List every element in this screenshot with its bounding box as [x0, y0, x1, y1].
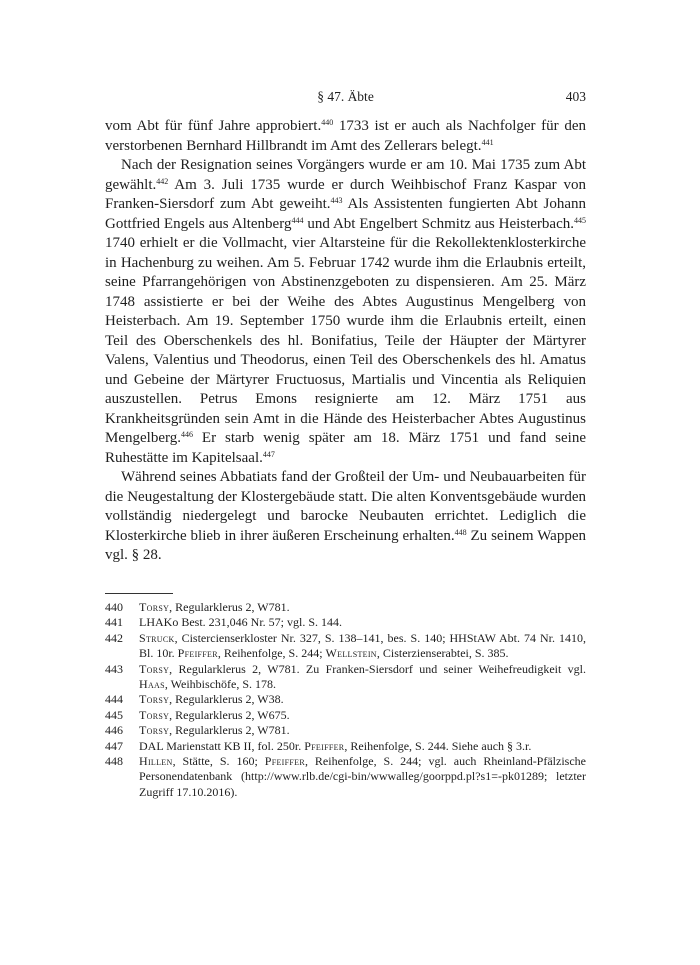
text-run: , Regularklerus 2, W781. Zu Franken-Siersdorf und seiner Weihefreudigkeit vgl. [169, 661, 586, 676]
footnote-text [139, 631, 586, 662]
author-name: Haas [139, 677, 165, 692]
footnote [105, 723, 586, 738]
text-run: , Reihenfolge, S. 244. Siehe auch § 3.r. [344, 738, 532, 753]
footnote-ref-442: 442 [156, 176, 169, 186]
author-name: Torsy [139, 692, 170, 707]
footnote-number: 443 [105, 661, 123, 676]
text-run: vom Abt für fünf Jahre approbiert. [105, 118, 322, 134]
author-name: Wellstein [325, 646, 377, 661]
footnote-text [139, 662, 586, 693]
author-name: Pfeiffer [264, 754, 305, 769]
footnote-text [139, 723, 586, 738]
footnote-ref-446: 446 [180, 430, 193, 439]
author-name: Torsy [139, 600, 170, 614]
text-run: , Reihenfolge, S. 244; vgl. auch Rheinland-Pfälzische Personendatenbank (http://www.rlb.de/cgi-bin/wwwalleg/goorppd.pl?s1=-pk01289; letzter Zugriff 17.10.2016). [139, 754, 586, 799]
footnote [105, 631, 586, 662]
text-run: , Reihenfolge, S. 244; [217, 646, 326, 661]
footnote [105, 754, 586, 800]
footnote-number: 444 [105, 692, 123, 707]
text-run: 1740 erhielt er die Vollmacht, vier Altarsteine für die Rekollektenklosterkirche in Hachenburg zu weihen. Am 5. Februar 1742 wurde ihm die Erlaubnis erteilt, seine Pfarrangehörigen von Abstinenzgeboten zu dispensieren. Am 25. März 1748 assistierte er bei der Weihe des Abtes Augustinus Mengelberg von Heisterbach. Am 19. September 1750 wurde ihm die Erlaubnis erteilt, einen Teil des Oberschenkels des hl. Bonifatius, Teile der Häupter der Märtyrer Valens, Valentius und Theodorus, einen Teil des Oberschenkels des hl. Amatus und Gebeine der Märtyrer Fructuosus, Martialis und Vincentia als Reliquien auszustellen. Petrus Emons resignierte am 12. März 1751 aus Krankheitsgründen sein Amt in die Hände des Heisterbacher Abtes Augustinus Mengelberg. [105, 235, 586, 446]
footnote-ref-445: 445 [574, 215, 586, 225]
footnote [105, 600, 586, 615]
footnote [105, 615, 586, 630]
paragraph-1 [105, 117, 586, 156]
text-run: Nach der Resignation seines Vorgängers wurde er am 10. Mai 1735 zum Abt gewählt. [105, 157, 586, 193]
text-run: , Regularklerus 2, W781. [169, 723, 290, 738]
footnote-text [139, 708, 586, 723]
text-run: DAL Marienstatt KB II, fol. 250r. [139, 738, 305, 753]
footnote [105, 708, 586, 723]
author-name: Torsy [139, 723, 170, 738]
text-run: , Regularklerus 2, W675. [169, 707, 290, 722]
paragraph-2 [105, 156, 586, 468]
running-header [105, 89, 586, 107]
footnote [105, 692, 586, 707]
footnote-text [139, 600, 586, 615]
text-run: , Cistercienserkloster Nr. 327, S. 138–141, bes. S. 140; HHStAW Abt. 74 Nr. 1410, Bl. 10r. [139, 630, 586, 661]
author-name: Torsy [139, 661, 170, 676]
footnote-ref-447: 447 [262, 449, 275, 459]
main-text [105, 117, 586, 566]
text-run: , Regularklerus 2, W38. [169, 692, 284, 707]
author-name: Torsy [139, 707, 170, 722]
footnote [105, 662, 586, 693]
footnote-separator [105, 593, 173, 594]
footnote-ref-443: 443 [330, 196, 343, 205]
footnote-number: 445 [105, 707, 123, 722]
footnote-number: 441 [105, 615, 123, 630]
footnote-number: 446 [105, 723, 123, 738]
footnote-text [139, 615, 586, 630]
footnote-ref-441: 441 [481, 137, 494, 147]
text-run: Zu seinem Wappen vgl. § 28. [105, 527, 586, 563]
text-run: , Cisterzienserabtei, S. 385. [376, 646, 509, 661]
paragraph-3 [105, 468, 586, 566]
text-run: und Abt Engelbert Schmitz aus Heisterbach. [303, 215, 574, 232]
text-run: 1733 ist er auch als Nachfolger für den verstorbenen Bernhard Hillbrandt im Amt des Zellerars belegt. [105, 118, 586, 154]
footnote-text [139, 739, 586, 754]
footnote-number: 448 [105, 754, 123, 769]
author-name: Struck [139, 630, 175, 645]
footnote-number: 440 [105, 600, 123, 614]
footnote-ref-448: 448 [454, 527, 467, 537]
text-run: LHAKo Best. 231,046 Nr. 57; vgl. S. 144. [139, 615, 343, 630]
author-name: Hillen [139, 754, 173, 769]
text-run: Als Assistenten fungierten Abt Johann Gottfried Engels aus Altenberg [105, 196, 586, 232]
footnote-ref-440: 440 [321, 118, 334, 127]
author-name: Pfeiffer [177, 646, 218, 661]
footnote-text [139, 692, 586, 707]
text-run: , Stätte, S. 160; [172, 754, 265, 769]
text-run: , Regularklerus 2, W781. [169, 600, 290, 614]
footnote-text [139, 754, 586, 800]
footnote [105, 739, 586, 754]
text-run: Während seines Abbatiats fand der Großteil der Um- und Neubauarbeiten für die Neugestaltung der Klostergebäude statt. Die alten Konventsgebäude wurden vollständig niedergelegt und barocke Neubauten errichtet. Lediglich die Klosterkirche blieb in ihrer äußeren Erscheinung erhalten. [105, 469, 586, 544]
running-header-title: § 47. Äbte [317, 89, 374, 104]
footnote-number: 447 [105, 738, 123, 753]
text-run: Am 3. Juli 1735 wurde er durch Weihbischof Franz Kaspar von Franken-Siersdorf zum Abt geweiht. [105, 176, 586, 212]
text-run: Er starb wenig später am 18. März 1751 und fand seine Ruhestätte im Kapitelsaal. [105, 430, 586, 466]
footnote-number: 442 [105, 630, 123, 645]
footnotes [105, 600, 586, 800]
page-number: 403 [565, 89, 586, 104]
text-run: , Weihbischöfe, S. 178. [164, 677, 277, 692]
footnote-ref-444: 444 [291, 215, 304, 225]
author-name: Pfeiffer [304, 738, 345, 753]
